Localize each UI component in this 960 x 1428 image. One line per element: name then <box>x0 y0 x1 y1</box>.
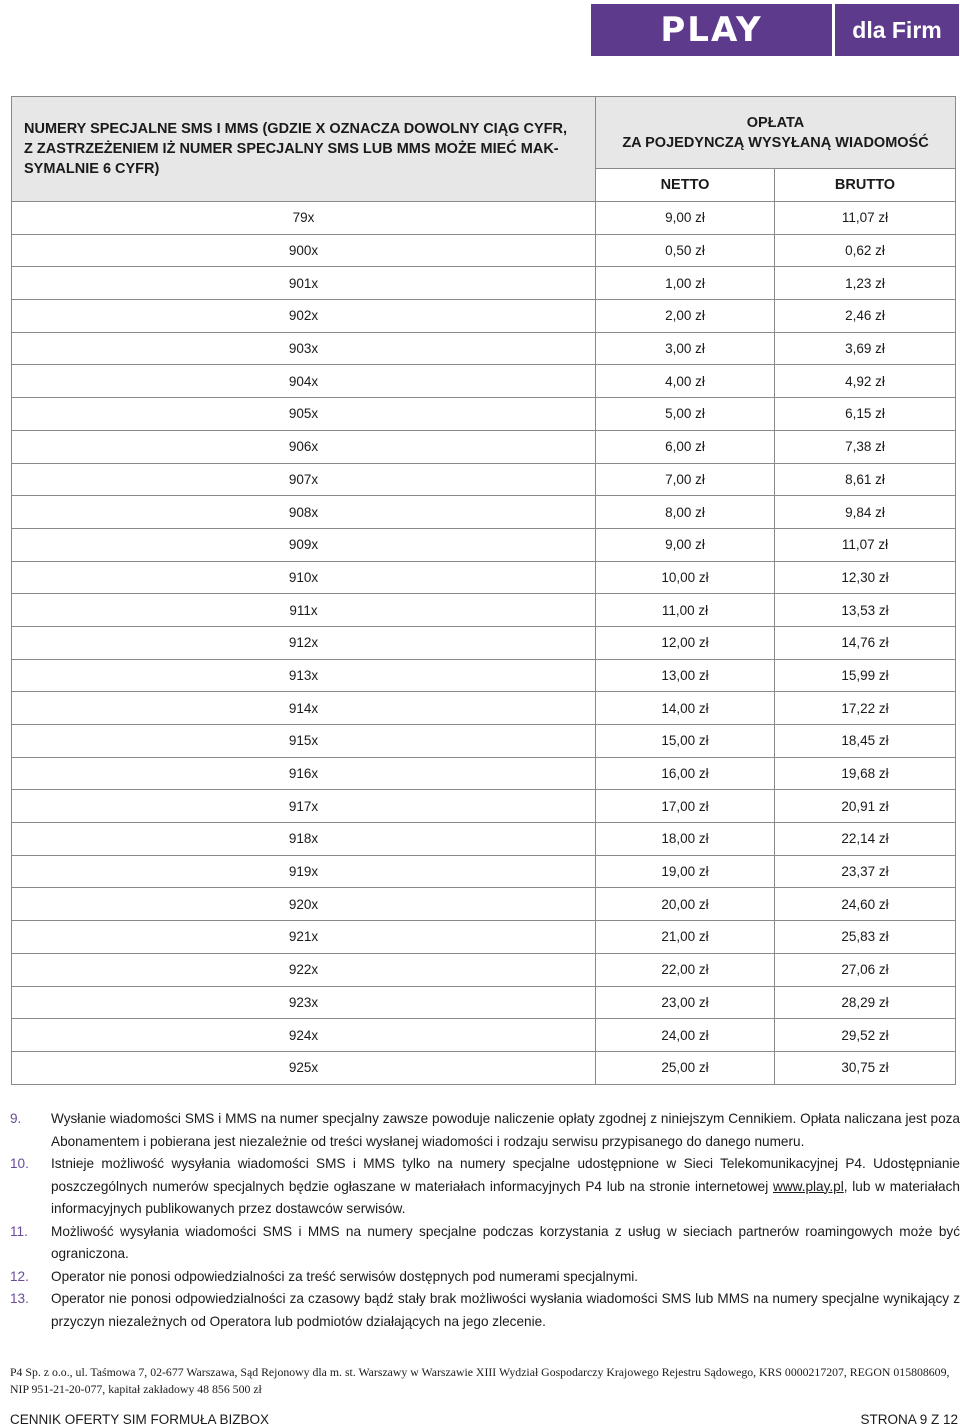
document-title: CENNIK OFERTY SIM FORMUŁA BIZBOX <box>10 1412 270 1427</box>
number-cell: 915x <box>12 725 596 758</box>
table-row <box>12 300 956 333</box>
number-cell: 920x <box>12 888 596 921</box>
note-item <box>10 1221 960 1266</box>
table-row <box>12 823 956 856</box>
netto-cell: 4,00 zł <box>596 365 775 398</box>
brand-logo <box>591 4 959 56</box>
brutto-cell: 24,60 zł <box>775 888 956 921</box>
brutto-cell: 11,07 zł <box>775 202 956 235</box>
brutto-cell: 1,23 zł <box>775 267 956 300</box>
table-row <box>12 1051 956 1084</box>
note-number: 11. <box>10 1223 28 1239</box>
netto-cell: 0,50 zł <box>596 234 775 267</box>
netto-cell: 10,00 zł <box>596 561 775 594</box>
brutto-cell: 12,30 zł <box>775 561 956 594</box>
brutto-cell: 30,75 zł <box>775 1051 956 1084</box>
brutto-cell: 2,46 zł <box>775 300 956 333</box>
note-item <box>10 1153 960 1221</box>
number-cell: 903x <box>12 332 596 365</box>
table-row <box>12 757 956 790</box>
brutto-cell: 14,76 zł <box>775 626 956 659</box>
netto-cell: 16,00 zł <box>596 757 775 790</box>
netto-cell: 19,00 zł <box>596 855 775 888</box>
note-number: 12. <box>10 1268 29 1284</box>
table-header-fee <box>596 97 956 169</box>
netto-cell: 20,00 zł <box>596 888 775 921</box>
number-cell: 79x <box>12 202 596 235</box>
table-row <box>12 365 956 398</box>
legal-line: NIP 951-21-20-077, kapitał zakładowy 48 856 500 zł <box>10 1381 262 1396</box>
table-row <box>12 626 956 659</box>
table-row <box>12 430 956 463</box>
table-row <box>12 202 956 235</box>
brand-tag: dla Firm <box>835 4 959 56</box>
netto-cell: 21,00 zł <box>596 921 775 954</box>
number-cell: 921x <box>12 921 596 954</box>
number-cell: 916x <box>12 757 596 790</box>
page-footer <box>10 1412 958 1427</box>
table-row <box>12 496 956 529</box>
note-number: 13. <box>10 1291 29 1306</box>
brutto-cell: 29,52 zł <box>775 1019 956 1052</box>
netto-cell: 15,00 zł <box>596 725 775 758</box>
page-number: STRONA 9 Z 12 <box>860 1412 958 1427</box>
netto-cell: 11,00 zł <box>596 594 775 627</box>
number-cell: 918x <box>12 823 596 856</box>
brutto-cell: 0,62 zł <box>775 234 956 267</box>
table-row <box>12 790 956 823</box>
note-text: Możliwość wysyłania wiadomości SMS i MMS na numery specjalne podczas korzystania z usług w sieciach partnerów roamingowych może być ograniczona. <box>51 1223 960 1261</box>
number-cell: 904x <box>12 365 596 398</box>
note-text: Operator nie ponosi odpowiedzialności za czasowy bądź stały brak możliwości wysłania wiadomości SMS lub MMS na numery specjalne wynikający z przyczyn niezależnych od Operatora lub podmiotów działających na jego zlecenie. <box>51 1291 960 1329</box>
table-row <box>12 888 956 921</box>
table-row <box>12 692 956 725</box>
note-item <box>10 1266 960 1289</box>
brutto-cell: 18,45 zł <box>775 725 956 758</box>
netto-cell: 25,00 zł <box>596 1051 775 1084</box>
table-row <box>12 528 956 561</box>
table-row <box>12 267 956 300</box>
number-cell: 917x <box>12 790 596 823</box>
play-logo: PLAY <box>591 4 832 56</box>
number-cell: 923x <box>12 986 596 1019</box>
table-row <box>12 953 956 986</box>
netto-cell: 17,00 zł <box>596 790 775 823</box>
play-website-link[interactable]: www.play.pl <box>773 1178 844 1194</box>
number-cell: 911x <box>12 594 596 627</box>
netto-cell: 13,00 zł <box>596 659 775 692</box>
netto-cell: 8,00 zł <box>596 496 775 529</box>
brutto-cell: 28,29 zł <box>775 986 956 1019</box>
note-text-part: Istnieje możliwość wysyłania wiadomości SMS i MMS tylko na numery specjalne udostępnione w Sieci Telekomunikacyjnej P4. Udostępnianie poszczególnych numerów specjalnych będzie ogłaszane w materiałach informacyjnych P4 lub na stronie internetowej <box>51 1156 960 1194</box>
table-row <box>12 921 956 954</box>
company-legal-info <box>10 1364 960 1397</box>
special-numbers-table <box>11 96 956 1085</box>
table-row <box>12 659 956 692</box>
brutto-cell: 15,99 zł <box>775 659 956 692</box>
table-row <box>12 332 956 365</box>
number-cell: 913x <box>12 659 596 692</box>
netto-cell: 9,00 zł <box>596 528 775 561</box>
number-cell: 922x <box>12 953 596 986</box>
number-cell: 910x <box>12 561 596 594</box>
number-cell: 908x <box>12 496 596 529</box>
brutto-cell: 17,22 zł <box>775 692 956 725</box>
footnotes <box>10 1108 960 1333</box>
number-cell: 925x <box>12 1051 596 1084</box>
number-cell: 901x <box>12 267 596 300</box>
number-cell: 906x <box>12 430 596 463</box>
netto-cell: 23,00 zł <box>596 986 775 1019</box>
number-cell: 912x <box>12 626 596 659</box>
note-number: 9. <box>10 1111 22 1126</box>
brutto-cell: 27,06 zł <box>775 953 956 986</box>
column-header-brutto: BRUTTO <box>775 169 956 202</box>
brutto-cell: 19,68 zł <box>775 757 956 790</box>
brutto-cell: 4,92 zł <box>775 365 956 398</box>
table-row <box>12 1019 956 1052</box>
brutto-cell: 25,83 zł <box>775 921 956 954</box>
brutto-cell: 8,61 zł <box>775 463 956 496</box>
netto-cell: 14,00 zł <box>596 692 775 725</box>
note-text: Wysłanie wiadomości SMS i MMS na numer specjalny zawsze powoduje naliczenie opłaty zgodnej z niniejszym Cennikiem. Opłata naliczana jest poza Abonamentem i pobierana jest niezależnie od treści wysłanej wiadomości i rodzaju serwisu przypisanego do danego numeru. <box>51 1111 960 1149</box>
table-row <box>12 398 956 431</box>
fee-header-line2: ZA POJEDYNCZĄ WYSYŁANĄ WIADOMOŚĆ <box>622 134 929 151</box>
number-cell: 924x <box>12 1019 596 1052</box>
number-cell: 905x <box>12 398 596 431</box>
table-row <box>12 561 956 594</box>
note-text <box>51 1153 960 1221</box>
table-row <box>12 986 956 1019</box>
netto-cell: 9,00 zł <box>596 202 775 235</box>
legal-line: P4 Sp. z o.o., ul. Taśmowa 7, 02-677 Warszawa, Sąd Rejonowy dla m. st. Warszawy w Warszawie XIII Wydział Gospodarczy Krajowego Rejestru Sądowego, KRS 0000217207, REGON 015808609, <box>10 1365 950 1379</box>
fee-header-line1: OPŁATA <box>746 114 805 131</box>
table-row <box>12 234 956 267</box>
brutto-cell: 3,69 zł <box>775 332 956 365</box>
table-row <box>12 463 956 496</box>
netto-cell: 12,00 zł <box>596 626 775 659</box>
note-text: Operator nie ponosi odpowiedzialności za treść serwisów dostępnych pod numerami specjalnymi. <box>51 1268 639 1284</box>
number-cell: 914x <box>12 692 596 725</box>
netto-cell: 24,00 zł <box>596 1019 775 1052</box>
column-header-netto: NETTO <box>596 169 775 202</box>
brutto-cell: 22,14 zł <box>775 823 956 856</box>
brutto-cell: 11,07 zł <box>775 528 956 561</box>
netto-cell: 22,00 zł <box>596 953 775 986</box>
note-item <box>10 1288 960 1333</box>
number-cell: 919x <box>12 855 596 888</box>
netto-cell: 7,00 zł <box>596 463 775 496</box>
brutto-cell: 20,91 zł <box>775 790 956 823</box>
number-cell: 900x <box>12 234 596 267</box>
note-text-part: , lub w materiałach informacyjnych publikowanych przez dostawców serwisów. <box>51 1178 960 1216</box>
table-row <box>12 855 956 888</box>
note-item <box>10 1108 960 1153</box>
netto-cell: 18,00 zł <box>596 823 775 856</box>
table-row <box>12 725 956 758</box>
brutto-cell: 23,37 zł <box>775 855 956 888</box>
netto-cell: 3,00 zł <box>596 332 775 365</box>
brutto-cell: 13,53 zł <box>775 594 956 627</box>
brutto-cell: 9,84 zł <box>775 496 956 529</box>
number-cell: 909x <box>12 528 596 561</box>
brutto-cell: 7,38 zł <box>775 430 956 463</box>
number-cell: 902x <box>12 300 596 333</box>
netto-cell: 5,00 zł <box>596 398 775 431</box>
netto-cell: 2,00 zł <box>596 300 775 333</box>
note-number: 10. <box>10 1156 29 1171</box>
number-cell: 907x <box>12 463 596 496</box>
netto-cell: 1,00 zł <box>596 267 775 300</box>
table-header-numbers: NUMERY SPECJALNE SMS I MMS (GDZIE X OZNACZA DOWOLNY CIĄG CYFR, Z ZASTRZEŻENIEM IŻ NUMER SPECJALNY SMS LUB MMS MOŻE MIEĆ MAKSYMALNIE 6 CYFR) <box>12 97 596 202</box>
brutto-cell: 6,15 zł <box>775 398 956 431</box>
table-row <box>12 594 956 627</box>
netto-cell: 6,00 zł <box>596 430 775 463</box>
